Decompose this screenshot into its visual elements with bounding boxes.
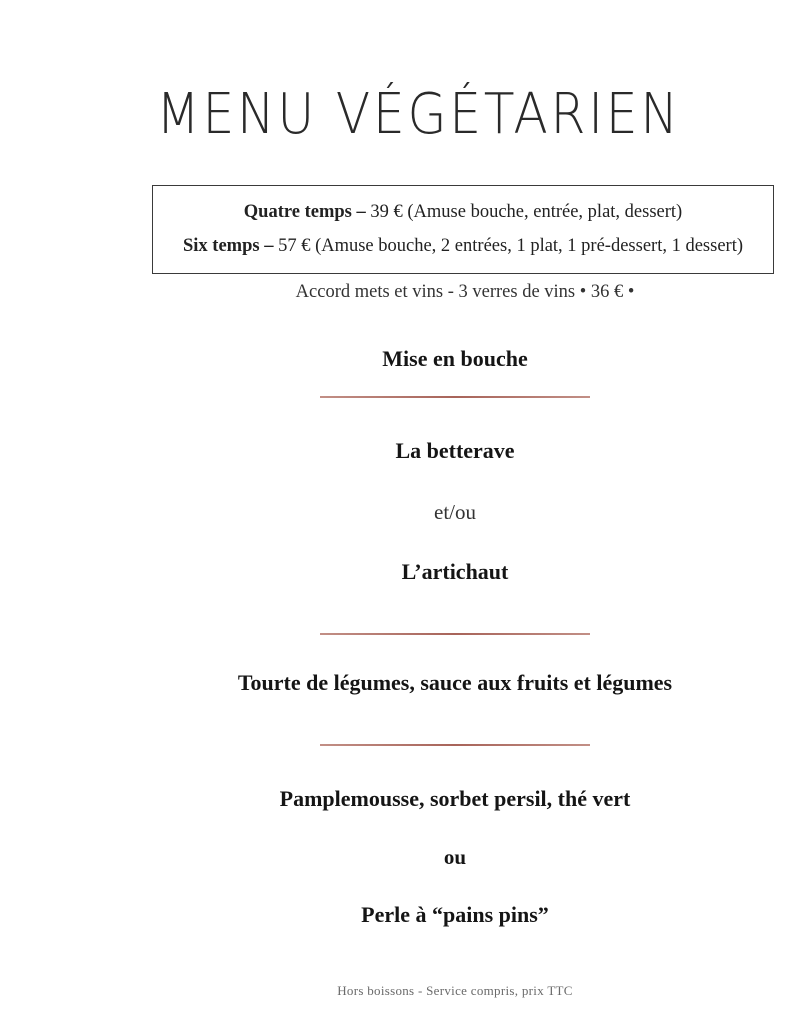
pricing-box <box>152 185 774 274</box>
quatre-temps-label: Quatre temps <box>243 202 352 222</box>
footer-note: Hors boissons - Service compris, prix TTC <box>337 983 573 998</box>
section-divider <box>320 396 590 398</box>
connector-ou: ou <box>443 845 467 869</box>
six-temps-dash: – <box>259 236 279 256</box>
connector-et-ou: et/ou <box>434 500 476 524</box>
quatre-temps-dash: – <box>351 202 371 222</box>
pricing-line-quatre-temps <box>153 202 773 223</box>
course-perle: Perle à “pains pins” <box>361 902 549 927</box>
course-pamplemousse: Pamplemousse, sorbet persil, thé vert <box>279 786 631 811</box>
pricing-line-six-temps <box>153 236 773 257</box>
menu-title: MENU VÉGÉTARIEN <box>156 82 681 147</box>
quatre-temps-price: 39 € <box>370 202 403 222</box>
course-artichaut: L’artichaut <box>401 559 509 584</box>
wine-pairing-line: Accord mets et vins - 3 verres de vins • 36 € • <box>295 282 635 302</box>
course-mise-en-bouche: Mise en bouche <box>382 346 528 371</box>
quatre-temps-details: (Amuse bouche, entrée, plat, dessert) <box>402 202 683 222</box>
course-tourte: Tourte de légumes, sauce aux fruits et légumes <box>237 670 673 695</box>
section-divider <box>320 744 590 746</box>
six-temps-price: 57 € <box>278 236 311 256</box>
six-temps-details: (Amuse bouche, 2 entrées, 1 plat, 1 pré-dessert, 1 dessert) <box>310 236 743 256</box>
section-divider <box>320 633 590 635</box>
six-temps-label: Six temps <box>182 236 260 256</box>
course-betterave: La betterave <box>395 438 515 463</box>
